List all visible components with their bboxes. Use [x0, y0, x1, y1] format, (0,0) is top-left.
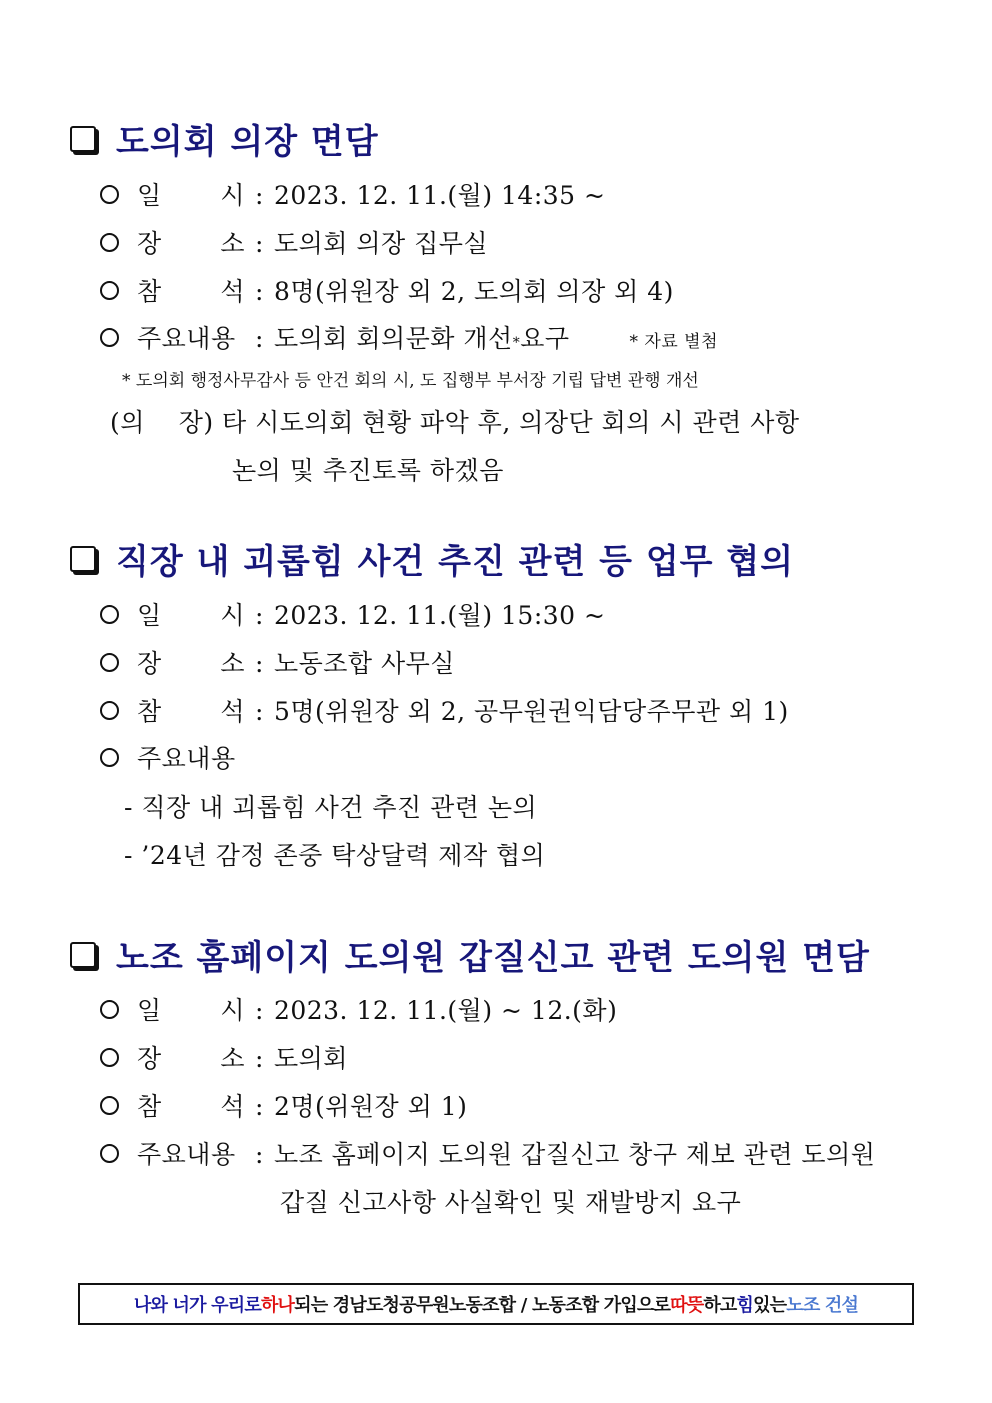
- info-row-date: [100, 176, 605, 212]
- info-row-content: [100, 319, 718, 355]
- colon: :: [255, 649, 264, 678]
- slogan-segment: 나와 너가 우리로: [133, 1295, 261, 1316]
- response-line: 논의 및 추진토록 하겠음: [232, 456, 504, 485]
- row-value: 노조 홈페이지 도의원 갑질신고 창구 제보 관련 도의원: [273, 1140, 876, 1169]
- row-label: 장 소: [137, 649, 245, 678]
- info-row-place: [100, 224, 488, 260]
- footnote: * 도의회 행정사무감사 등 안건 회의 시, 도 집행부 부서장 기립 답변 관행 개선: [122, 371, 699, 391]
- row-value: 2023. 12. 11.(월) 15:30 ~: [273, 601, 606, 630]
- colon: :: [255, 1140, 264, 1169]
- section-title: 노조 홈페이지 도의원 갑질신고 관련 도의원 면담: [116, 938, 870, 978]
- list-item: - 직장 내 괴롭힘 사건 추진 관련 논의: [124, 793, 538, 822]
- row-value: 도의회: [273, 1044, 348, 1073]
- row-label: 주요내용: [137, 1140, 236, 1169]
- circle-bullet-icon: [100, 653, 119, 672]
- circle-bullet-icon: [100, 281, 119, 300]
- colon: :: [255, 1044, 264, 1073]
- slogan-segment: 노조 건설: [786, 1295, 859, 1316]
- circle-bullet-icon: [100, 748, 119, 767]
- slogan-segment: 따뜻: [670, 1295, 704, 1316]
- info-row-date: [100, 991, 617, 1027]
- section-heading: [70, 930, 870, 979]
- slogan-banner: [78, 1283, 914, 1325]
- info-row-date: [100, 596, 605, 632]
- circle-bullet-icon: [100, 1096, 119, 1115]
- colon: :: [255, 697, 264, 726]
- colon: :: [255, 181, 264, 210]
- circle-bullet-icon: [100, 233, 119, 252]
- info-row-attendees: [100, 272, 674, 308]
- colon: :: [255, 996, 264, 1025]
- checkbox-square-icon: [70, 942, 96, 968]
- checkbox-square-icon: [70, 126, 96, 152]
- colon: :: [255, 601, 264, 630]
- info-row-attendees: [100, 1087, 467, 1123]
- content-continuation: 갑질 신고사항 사실확인 및 재발방지 요구: [280, 1188, 742, 1217]
- row-value: 도의회 의장 집무실: [273, 229, 489, 258]
- slogan-segment: 하나: [260, 1295, 295, 1316]
- section-heading: [70, 534, 794, 583]
- row-label: 주요내용: [137, 744, 236, 773]
- colon: :: [255, 1092, 264, 1121]
- circle-bullet-icon: [100, 1048, 119, 1067]
- slogan-segment: 하고: [703, 1295, 737, 1316]
- row-label: 일 시: [137, 181, 245, 210]
- slogan-segment: 되는 경남도청공무원노동조합 / 노동조합 가입으로: [294, 1295, 671, 1316]
- attachment-note: * 자료 별첨: [629, 332, 718, 352]
- info-row-place: [100, 644, 455, 680]
- circle-bullet-icon: [100, 328, 119, 347]
- list-item: - ’24년 감정 존중 탁상달력 제작 협의: [124, 841, 546, 870]
- row-label: 참 석: [137, 277, 245, 306]
- colon: :: [255, 277, 264, 306]
- row-value: 8명(위원장 외 2, 도의회 의장 외 4): [273, 277, 674, 306]
- row-label: 장 소: [137, 229, 245, 258]
- row-value: 노동조합 사무실: [273, 649, 455, 678]
- row-label: 일 시: [137, 996, 245, 1025]
- section-heading: [70, 114, 379, 163]
- row-label: 참 석: [137, 697, 245, 726]
- info-row-content: [100, 1135, 875, 1171]
- row-label: 일 시: [137, 601, 245, 630]
- circle-bullet-icon: [100, 1144, 119, 1163]
- section-title: 도의회 의장 면담: [116, 122, 379, 162]
- row-label: 주요내용: [137, 324, 236, 353]
- colon: :: [255, 324, 264, 353]
- section-title: 직장 내 괴롭힘 사건 추진 관련 등 업무 협의: [116, 542, 795, 582]
- row-label: 장 소: [137, 1044, 245, 1073]
- circle-bullet-icon: [100, 701, 119, 720]
- footnote-marker: *: [512, 335, 521, 351]
- info-row-place: [100, 1039, 348, 1075]
- row-value-after: 요구: [520, 324, 570, 353]
- row-value: 2023. 12. 11.(월) 14:35 ~: [273, 181, 606, 210]
- colon: :: [255, 229, 264, 258]
- row-value: 도의회 회의문화 개선: [273, 324, 513, 353]
- slogan-segment: 있는: [753, 1295, 787, 1316]
- row-value: 2023. 12. 11.(월) ~ 12.(화): [273, 996, 618, 1025]
- row-value: 5명(위원장 외 2, 공무원권익담당주무관 외 1): [273, 697, 789, 726]
- row-label: 참 석: [137, 1092, 245, 1121]
- circle-bullet-icon: [100, 605, 119, 624]
- circle-bullet-icon: [100, 185, 119, 204]
- checkbox-square-icon: [70, 546, 96, 572]
- circle-bullet-icon: [100, 1000, 119, 1019]
- info-row-attendees: [100, 692, 789, 728]
- slogan-segment: 힘: [736, 1295, 754, 1316]
- row-value: 2명(위원장 외 1): [273, 1092, 468, 1121]
- info-row-content: [100, 739, 236, 775]
- response-line: (의 장) 타 시도의회 현황 파악 후, 의장단 회의 시 관련 사항: [110, 408, 800, 437]
